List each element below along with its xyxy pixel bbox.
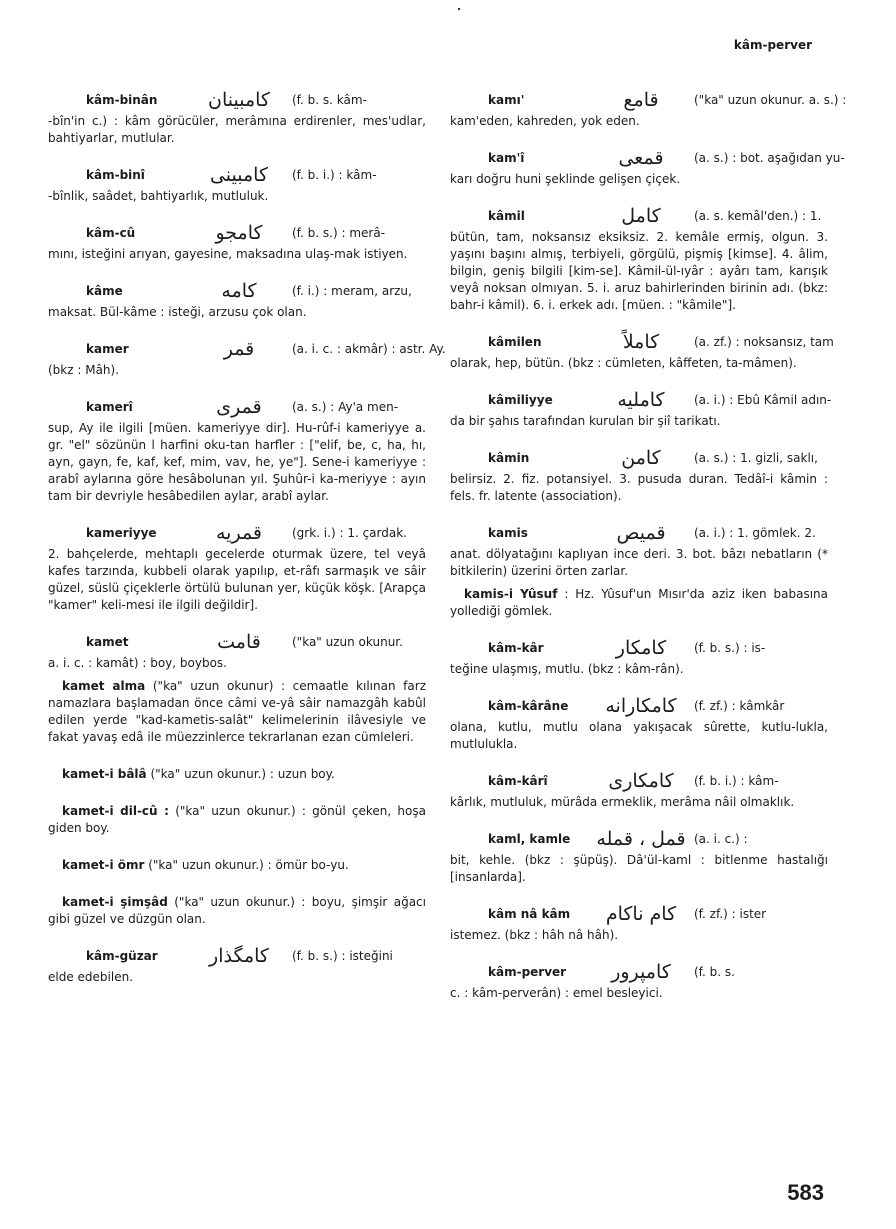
arabic-script: کامبینی bbox=[209, 164, 269, 186]
dictionary-entry bbox=[48, 280, 426, 321]
headword-line bbox=[450, 447, 828, 469]
headword: kâmin bbox=[488, 451, 530, 465]
etymology: (a. s.) : Ay'a men- bbox=[292, 400, 399, 414]
headword-line bbox=[48, 945, 426, 967]
arabic-script: کامجو bbox=[215, 222, 263, 244]
dictionary-entry bbox=[450, 331, 834, 372]
arabic-script: قمل ، قمله bbox=[596, 828, 686, 850]
etymology: (f. zf.) : ister bbox=[694, 907, 767, 921]
headword: kamet bbox=[86, 635, 129, 649]
etymology: (a. zf.) : noksansız, tam bbox=[694, 335, 834, 349]
etymology: (a. s. kemâl'den.) : 1. bbox=[694, 209, 822, 223]
definition: olana, kutlu, mutlu olana yakışacak sûrette, kutlu-lukla, mutlulukla. bbox=[450, 720, 828, 751]
headword-line bbox=[48, 338, 446, 360]
definition: istemez. (bkz : hâh nâ hâh). bbox=[450, 928, 619, 942]
etymology: (a. i. c. : akmâr) : astr. Ay. bbox=[292, 342, 446, 356]
dictionary-entry bbox=[48, 678, 426, 746]
dictionary-entry bbox=[450, 205, 828, 314]
arabic-script: کامل bbox=[621, 205, 661, 227]
headword: kâme bbox=[86, 284, 123, 298]
arabic-script: کامه bbox=[221, 280, 257, 302]
sub-entry bbox=[48, 766, 426, 783]
etymology: (f. b. i.) : kâm- bbox=[694, 774, 779, 788]
arabic-script: کام ناکام bbox=[605, 903, 677, 925]
headword-line bbox=[450, 331, 834, 353]
running-header: kâm-perver bbox=[733, 38, 812, 52]
headword-line bbox=[48, 396, 426, 418]
arabic-script: قمیص bbox=[616, 522, 666, 544]
etymology: ("ka" uzun okunur. bbox=[292, 635, 403, 649]
headword-line bbox=[48, 89, 426, 111]
sub-entry bbox=[48, 894, 426, 928]
definition: mını, isteğini arıyan, gayesine, maksadına ulaş-mak istiyen. bbox=[48, 247, 408, 261]
definition: (bkz : Mâh). bbox=[48, 363, 120, 377]
etymology: ("ka" uzun okunur. a. s.) : bbox=[694, 93, 847, 107]
dictionary-entry bbox=[450, 903, 828, 944]
dictionary-entry bbox=[450, 961, 828, 1002]
etymology: (f. b. s. kâm- bbox=[292, 93, 367, 107]
definition: sup, Ay ile ilgili [müen. kameriyye dir]. Hu-rûf-i kameriyye a. gr. "el" sözünün l harfini oku-tan harfler : ["elif, be, c, ha, hı, ayn, gayn, fe, kaf, kef, mim, vav, he, ye"]. Sene-i kameriyye : arabî aylarına göre hesâbolunan yıl. Şuhûr-i ka-meriyye : ayın tam bir devriyle hesâbedilen aylar, arabî aylar. bbox=[48, 421, 426, 503]
arabic-script: قمعی bbox=[618, 147, 664, 169]
headword-line bbox=[48, 631, 426, 653]
headword-line bbox=[450, 205, 828, 227]
sub-headword: kamet-i dil-cû : bbox=[62, 804, 169, 818]
headword: kameriyye bbox=[86, 526, 157, 540]
etymology: (f. b. s.) : is- bbox=[694, 641, 766, 655]
arabic-script: قمری bbox=[216, 396, 262, 418]
headword-line bbox=[450, 903, 828, 925]
etymology: (f. i.) : meram, arzu, bbox=[292, 284, 412, 298]
etymology: (f. b. s.) : isteğini bbox=[292, 949, 393, 963]
headword: kâm-kârâne bbox=[488, 699, 569, 713]
headword-line bbox=[450, 828, 828, 850]
dictionary-entry bbox=[48, 396, 426, 505]
headword: kâm-binân bbox=[86, 93, 158, 107]
headword-line bbox=[450, 147, 845, 169]
headword: kâm-kâr bbox=[488, 641, 544, 655]
definition: kam'eden, kahreden, yok eden. bbox=[450, 114, 640, 128]
headword-line bbox=[48, 222, 426, 244]
headword: kâm-binî bbox=[86, 168, 145, 182]
dictionary-entry bbox=[450, 447, 828, 505]
left-column bbox=[48, 89, 446, 1006]
definition: 2. bahçelerde, mehtaplı gecelerde oturmak üzere, tel veyâ kafes tarzında, kubbeli olarak yapılıp, et-râfı sarmaşık ve sâir güzel, süslü çiçeklerle örtülü bulunan yer, küçük köşk. [Arapça "kamer" keli-mesi ile ilgili değildir]. bbox=[48, 547, 426, 612]
sub-entry bbox=[48, 678, 426, 746]
sub-headword: kamet-i bâlâ bbox=[62, 767, 147, 781]
arabic-script: کامن bbox=[621, 447, 661, 469]
sub-definition: ("ka" uzun okunur.) : ömür bo-yu. bbox=[148, 858, 349, 872]
definition: elde edebilen. bbox=[48, 970, 134, 984]
headword: kâmilen bbox=[488, 335, 542, 349]
etymology: (f. zf.) : kâmkâr bbox=[694, 699, 785, 713]
arabic-script: قامع bbox=[623, 89, 659, 111]
sub-headword: kamet-i şimşâd bbox=[62, 895, 168, 909]
definition: kârlık, mutluluk, mürâda ermeklik, merâma nâil olmaklık. bbox=[450, 795, 795, 809]
headword: kâm-güzar bbox=[86, 949, 158, 963]
dictionary-entry bbox=[450, 89, 847, 130]
headword: kâm-kârî bbox=[488, 774, 548, 788]
dictionary-entry bbox=[450, 586, 828, 620]
definition: anat. dölyatağını kaplıyan ince deri. 3. bot. bâzı nebatların (* bitkilerin) üzerini örten zarlar. bbox=[450, 547, 828, 578]
sub-entry bbox=[48, 857, 426, 874]
sub-definition: : Hz. Yûsuf'un Mısır'da aziz iken babasına yollediği gömlek. bbox=[450, 587, 828, 618]
dictionary-entry bbox=[450, 389, 832, 430]
definition: da bir şahıs tarafından kurulan bir şiî tarikatı. bbox=[450, 414, 721, 428]
headword-line bbox=[450, 770, 828, 792]
sub-entry bbox=[450, 586, 828, 620]
headword: kamis bbox=[488, 526, 528, 540]
definition: -bîn'in c.) : kâm görücüler, merâmına erdirenler, mes'udlar, bahtiyarlar, mutlular. bbox=[48, 114, 426, 145]
sub-definition: ("ka" uzun okunur.) : uzun boy. bbox=[150, 767, 335, 781]
headword: kâm-cû bbox=[86, 226, 136, 240]
arabic-script: کامبینان bbox=[208, 89, 270, 111]
definition: bit, kehle. (bkz : şüpüş). Dâ'ül-kaml : bitlenme hastalığı [insanlarda]. bbox=[450, 853, 828, 884]
headword-line bbox=[450, 522, 828, 544]
definition: teğine ulaşmış, mutlu. (bkz : kâm-rân). bbox=[450, 662, 684, 676]
page-number: 583 bbox=[787, 1180, 824, 1205]
sub-definition: ("ka" uzun okunur.) : gönül çeken, hoşa giden boy. bbox=[48, 804, 426, 835]
definition: belirsiz. 2. fiz. potansiyel. 3. pusuda duran. Tedâî-i kâmin : fels. fr. latente (association). bbox=[450, 472, 828, 503]
dictionary-entry bbox=[450, 637, 828, 678]
headword-line bbox=[450, 695, 828, 717]
headword-line bbox=[450, 637, 828, 659]
arabic-script: کامپرور bbox=[611, 961, 671, 983]
sub-headword: kamis-i Yûsuf bbox=[464, 587, 558, 601]
dictionary-entry bbox=[48, 89, 426, 147]
sub-definition: ("ka" uzun okunur) : cemaatle kılınan farz namazlara başlamadan önce câmi ve-yâ sâir namazgâh kabûl edilen yerde "kad-kametis-salât" kelimelerinin ilâvesiyle ve fakat yavaş edâ ile müezzinlerce tekrarlanan ezan cümleleri. bbox=[48, 679, 426, 744]
headword: kam'î bbox=[488, 151, 525, 165]
sub-headword: kamet alma bbox=[62, 679, 146, 693]
definition: a. i. c. : kamât) : boy, boybos. bbox=[48, 656, 227, 670]
arabic-script: قمر bbox=[223, 338, 255, 360]
arabic-script: کاملاً bbox=[622, 331, 660, 353]
etymology: (a. i.) : Ebû Kâmil adın- bbox=[694, 393, 832, 407]
etymology: (f. b. s.) : merâ- bbox=[292, 226, 386, 240]
definition: karı doğru huni şeklinde gelişen çiçek. bbox=[450, 172, 681, 186]
headword: kâm nâ kâm bbox=[488, 907, 571, 921]
etymology: (f. b. i.) : kâm- bbox=[292, 168, 377, 182]
dictionary-entry bbox=[48, 766, 426, 783]
dictionary-entry bbox=[48, 857, 426, 874]
dictionary-entry bbox=[450, 147, 845, 188]
arabic-script: قمریه bbox=[215, 522, 263, 544]
etymology: (f. b. s. bbox=[694, 965, 735, 979]
etymology: (a. i. c.) : bbox=[694, 832, 748, 846]
definition: -bînlik, saâdet, bahtiyarlık, mutluluk. bbox=[48, 189, 269, 203]
arabic-script: کامکاری bbox=[608, 770, 674, 792]
arabic-script: قامت bbox=[217, 631, 261, 653]
dictionary-entry bbox=[48, 338, 446, 379]
dictionary-entry bbox=[48, 522, 426, 614]
definition: maksat. Bül-kâme : isteği, arzusu çok olan. bbox=[48, 305, 307, 319]
dictionary-entry bbox=[48, 631, 426, 672]
arabic-script: کامکارانه bbox=[605, 695, 677, 717]
right-column bbox=[450, 89, 847, 1022]
dictionary-entry bbox=[48, 945, 426, 986]
definition: olarak, hep, bütün. (bkz : cümleten, kâffeten, ta-mâmen). bbox=[450, 356, 797, 370]
headword: kamerî bbox=[86, 400, 133, 414]
etymology: (a. s.) : bot. aşağıdan yu- bbox=[694, 151, 845, 165]
sub-headword: kamet-i ömr bbox=[62, 858, 145, 872]
etymology: (grk. i.) : 1. çardak. bbox=[292, 526, 407, 540]
dictionary-entry bbox=[48, 164, 426, 205]
headword: kâmil bbox=[488, 209, 525, 223]
speck bbox=[458, 8, 460, 10]
dictionary-entry bbox=[450, 695, 828, 753]
arabic-script: کامگذار bbox=[209, 945, 269, 967]
headword-line bbox=[48, 280, 426, 302]
definition: c. : kâm-perverân) : emel besleyici. bbox=[450, 986, 663, 1000]
dictionary-entry bbox=[48, 803, 426, 837]
sub-definition: ("ka" uzun okunur.) : boyu, şimşir ağacı gibi güzel ve düzgün olan. bbox=[48, 895, 426, 926]
headword: kâmiliyye bbox=[488, 393, 553, 407]
arabic-script: کامکار bbox=[615, 637, 667, 659]
arabic-script: کاملیه bbox=[617, 389, 665, 411]
definition: bütün, tam, noksansız eksiksiz. 2. kemâle ermiş, olgun. 3. yaşını başını almış, terbiyeli, görgülü, pişmiş [kimse]. 4. âlim, bilgin, geniş bilgili [kim-se]. Kâmil-ül-ıyâr : ayârı tam, karışık veyâ noksan olmıyan. 5. i. aruz bahirlerinden birinin adı. (bkz: bahr-i kâmil). 6. i. erkek adı. [müen. : "kâmile"]. bbox=[450, 230, 828, 312]
sub-entry bbox=[48, 803, 426, 837]
headword-line bbox=[48, 164, 426, 186]
headword: kamı' bbox=[488, 93, 525, 107]
dictionary-entry bbox=[48, 222, 426, 263]
etymology: (a. i.) : 1. gömlek. 2. bbox=[694, 526, 816, 540]
headword-line bbox=[48, 522, 426, 544]
headword-line bbox=[450, 389, 832, 411]
dictionary-entry bbox=[48, 894, 426, 928]
dictionary-entry bbox=[450, 828, 828, 886]
dictionary-entry bbox=[450, 522, 828, 580]
headword-line bbox=[450, 961, 828, 983]
etymology: (a. s.) : 1. gizli, saklı, bbox=[694, 451, 818, 465]
headword: kamer bbox=[86, 342, 129, 356]
dictionary-entry bbox=[450, 770, 828, 811]
headword: kaml, kamle bbox=[488, 832, 571, 846]
headword-line bbox=[450, 89, 847, 111]
headword: kâm-perver bbox=[488, 965, 567, 979]
